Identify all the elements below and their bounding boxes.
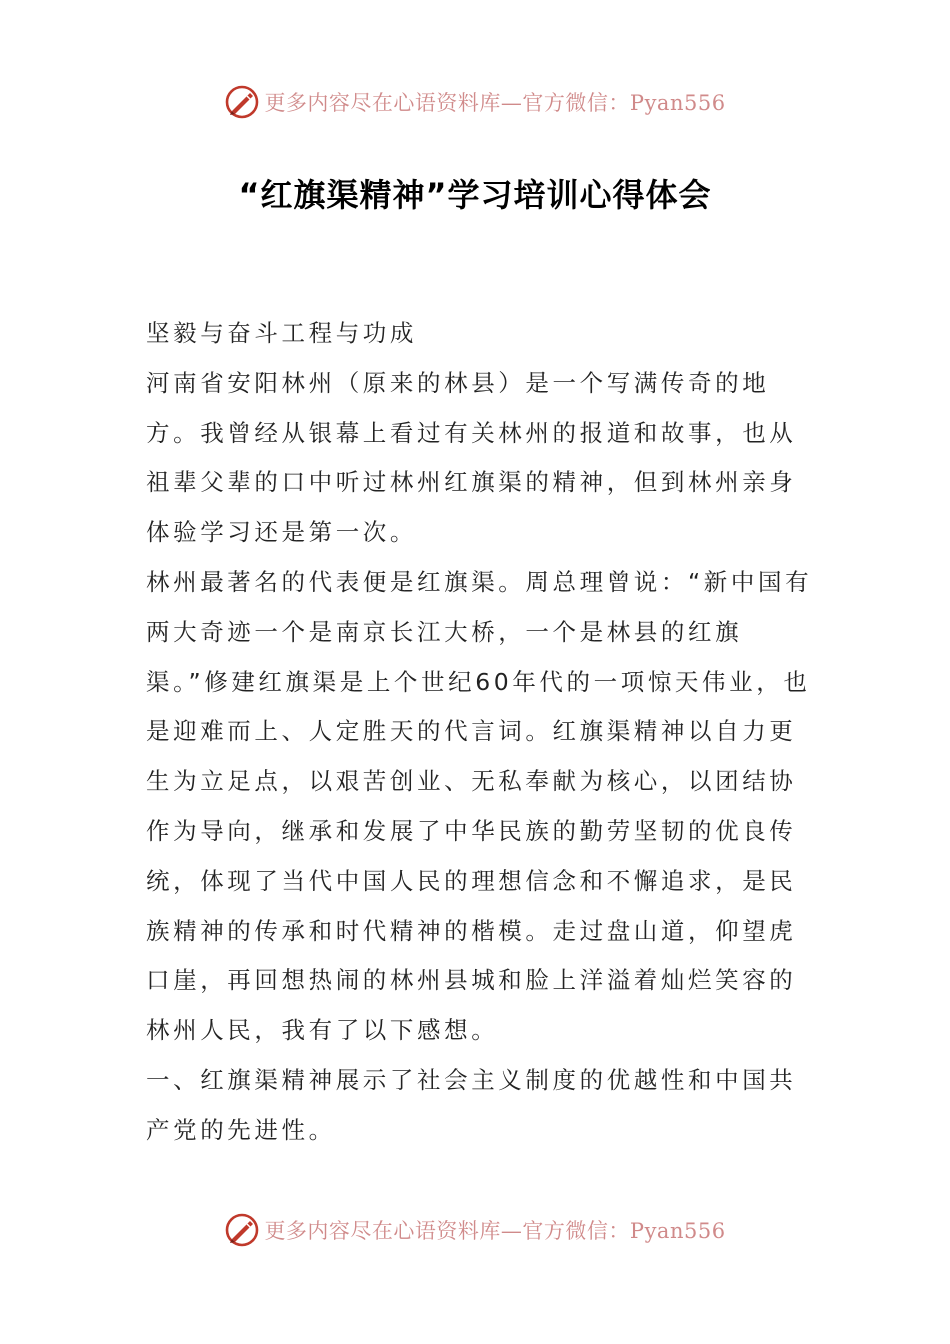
- watermark-text: 更多内容尽在心语资料库—官方微信：Pyan556: [264, 1219, 726, 1243]
- pen-logo-icon: [224, 84, 260, 120]
- pen-logo-icon: [224, 1212, 260, 1248]
- watermark-text: 更多内容尽在心语资料库—官方微信：Pyan556: [264, 91, 726, 115]
- paragraph: 河南省安阳林州（原来的林县）是一个写满传奇的地方。我曾经从银幕上看过有关林州的报道和故事，也从祖辈父辈的口中听过林州红旗渠的精神，但到林州亲身体验学习还是第一次。: [146, 368, 797, 547]
- paragraph: 林州最著名的代表便是红旗渠。周总理曾说：“新中国有两大奇迹一个是南京长江大桥，一个是林县的红旗渠。”修建红旗渠是上个世纪60年代的一项惊天伟业，也是迎难而上、人定胜天的代言词。红旗渠精神以自力更生为立足点，以艰苦创业、无私奉献为核心，以团结协作为导向，继承和发展了中华民族的勤劳坚韧的优良传统，体现了当代中国人民的理想信念和不懈追求，是民族精神的传承和时代精神的楷模。走过盘山道，仰望虎口崖，再回想热闹的林州县城和脸上洋溢着灿烂笑容的林州人民，我有了以下感想。: [146, 567, 813, 1045]
- document-body: [146, 309, 816, 1156]
- document-title: “红旗渠精神”学习培训心得体会: [238, 176, 712, 214]
- footer-watermark-banner: [0, 1210, 950, 1250]
- paragraph: 一、红旗渠精神展示了社会主义制度的优越性和中国共产党的先进性。: [146, 1065, 797, 1144]
- header-watermark-banner: [0, 82, 950, 122]
- paragraph: 坚毅与奋斗工程与功成: [146, 319, 417, 347]
